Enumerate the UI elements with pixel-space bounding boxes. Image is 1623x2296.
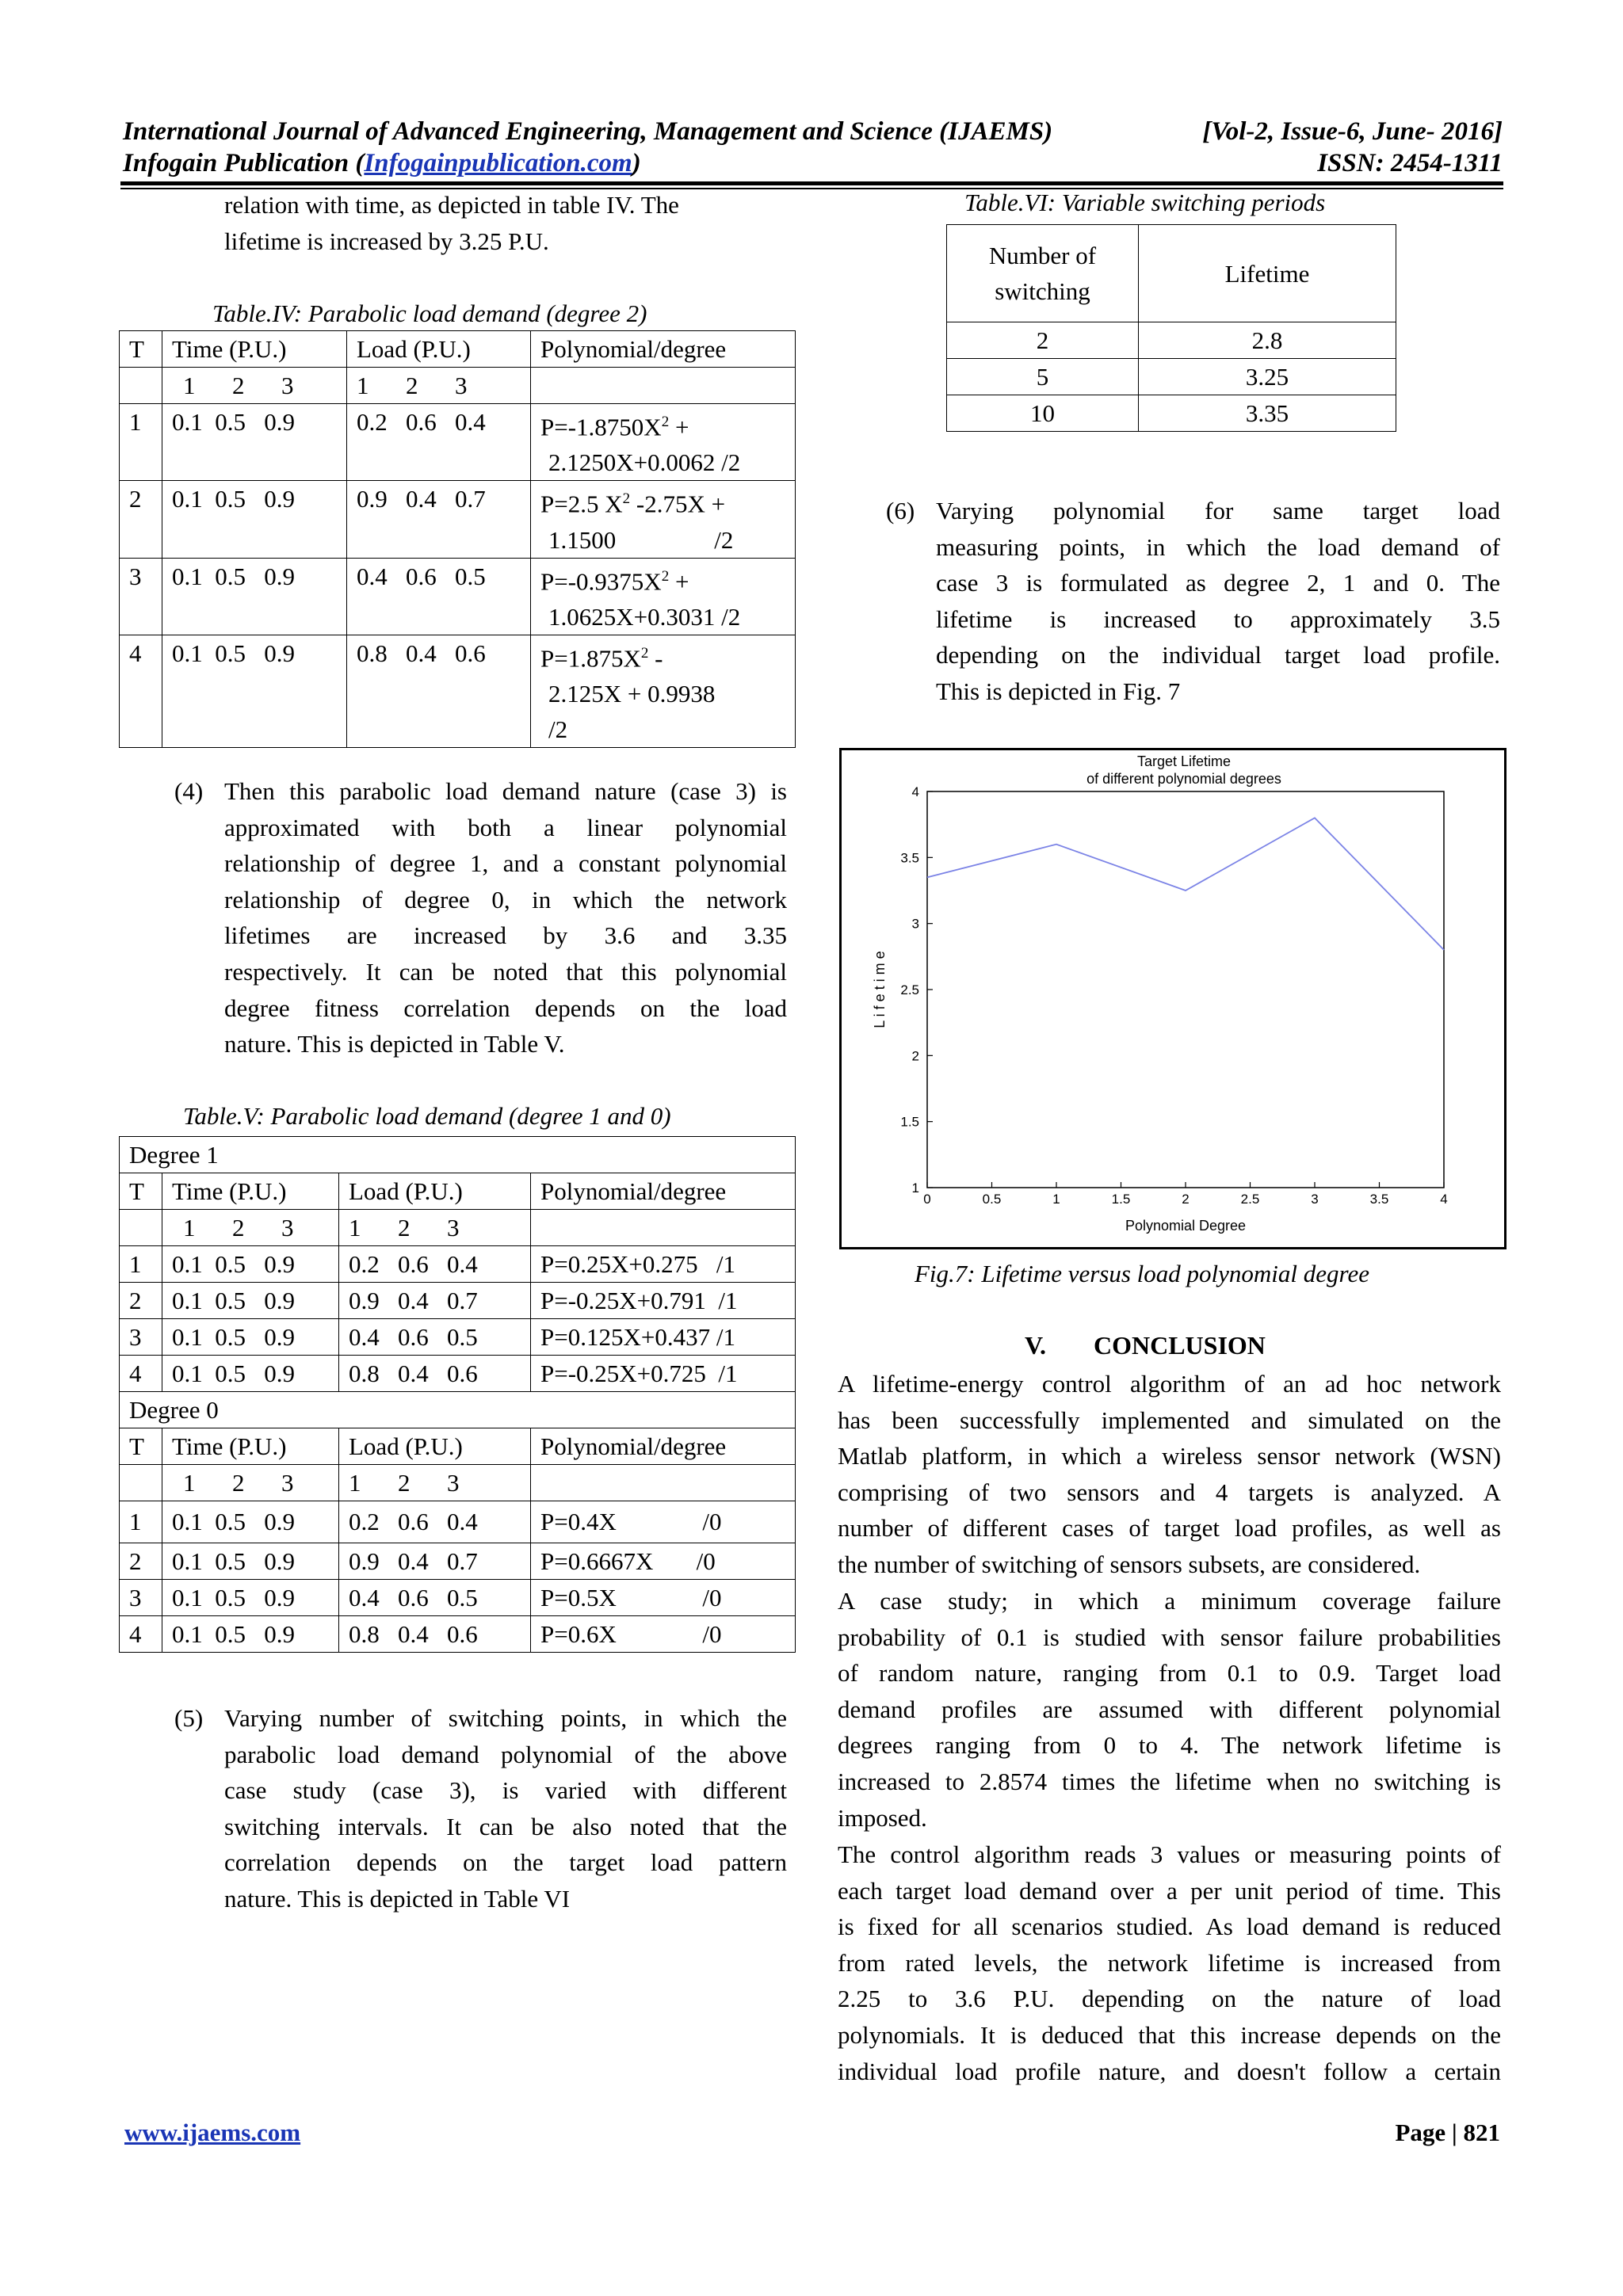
subheader-load: 1 2 3 — [339, 1210, 531, 1246]
item5-number: (5) — [174, 1704, 204, 1732]
lifetime-chart — [842, 750, 1504, 1247]
cell-load: 0.8 0.4 0.6 — [339, 1356, 531, 1392]
series-line — [927, 818, 1444, 950]
poly-a2: -2.75X + — [630, 490, 726, 518]
text-line: 2.25 to 3.6 P.U. depending on the nature of load — [838, 1985, 1501, 2013]
table-row — [947, 322, 1396, 359]
y-tick-label: 3.5 — [900, 850, 919, 866]
cell-t: 1 — [120, 1246, 162, 1283]
x-axis-label: Polynomial Degree — [1125, 1218, 1247, 1234]
text-line: Matlab platform, in which a wireless sensor network (WSN) — [838, 1442, 1501, 1470]
text-line: the number of switching of sensors subsets, are considered. — [838, 1550, 1421, 1578]
empty-cell — [120, 368, 162, 404]
cell-time: 0.1 0.5 0.9 — [162, 1501, 339, 1543]
header-time: Time (P.U.) — [162, 1428, 339, 1465]
poly-a: P=-0.9375X — [540, 566, 662, 595]
cell-poly: P=0.5X /0 — [531, 1580, 796, 1616]
publisher-prefix: Infogain Publication ( — [123, 149, 365, 177]
cell-load: 0.2 0.6 0.4 — [339, 1246, 531, 1283]
cell-poly: P=0.6667X /0 — [531, 1543, 796, 1580]
table-row — [120, 558, 796, 635]
text-line: comprising of two sensors and 4 targets is analyzed. A — [838, 1478, 1501, 1506]
text-line: has been successfully implemented and simulated on the — [838, 1405, 1501, 1434]
chart-subtitle: of different polynomial degrees — [1086, 771, 1281, 787]
page-number: Page | 821 — [1395, 2119, 1500, 2146]
cell-poly: P=0.25X+0.275 /1 — [531, 1246, 796, 1283]
intro-line: lifetime is increased by 3.25 P.U. — [224, 227, 549, 255]
header-poly: Polynomial/degree — [531, 1428, 796, 1465]
y-tick-label: 1.5 — [900, 1114, 919, 1130]
poly-exp: 2 — [661, 414, 670, 430]
x-tick-label: 1.5 — [1111, 1192, 1131, 1207]
header-line: switching — [995, 277, 1090, 305]
item4-number: (4) — [174, 777, 204, 805]
cell-load: 0.2 0.6 0.4 — [339, 1501, 531, 1543]
conclusion-paragraph-3 — [838, 1836, 1501, 2089]
table-row — [947, 395, 1396, 432]
cell-poly: P=0.4X /0 — [531, 1501, 796, 1543]
text-line: relationship of degree 0, in which the network — [224, 885, 787, 913]
poly-a2: + — [669, 566, 689, 595]
poly-exp: 2 — [640, 644, 649, 662]
cell-load: 0.9 0.4 0.7 — [339, 1283, 531, 1319]
text-line: lifetime is increased to approximately 3.5 — [936, 605, 1500, 633]
text-line: parabolic load demand polynomial of the above — [224, 1740, 787, 1768]
item6-number: (6) — [886, 497, 915, 524]
text-line: A case study; in which a minimum coverage failure — [838, 1587, 1501, 1615]
item6-paragraph — [936, 493, 1500, 710]
text-line: degrees ranging from 0 to 4. The network lifetime is — [838, 1731, 1501, 1760]
table-subheader-row — [120, 368, 796, 404]
conclusion-paragraph-1 — [838, 1366, 1501, 1583]
text-line: switching intervals. It can be also noted that the — [224, 1812, 787, 1840]
cell-poly — [531, 558, 796, 635]
text-line: degree fitness correlation depends on the load — [224, 994, 787, 1022]
cell-t: 3 — [120, 558, 162, 635]
x-tick-label: 0.5 — [982, 1192, 1002, 1207]
chart-title: Target Lifetime — [1136, 753, 1232, 769]
empty-cell — [120, 1210, 162, 1246]
cell-t: 4 — [120, 1616, 162, 1653]
table6 — [946, 224, 1396, 432]
cell-lifetime: 2.8 — [1139, 322, 1396, 359]
text-line: is fixed for all scenarios studied. As load demand is reduced — [838, 1913, 1501, 1941]
table-row — [120, 635, 796, 747]
text-line: demand profiles are assumed with different polynomial — [838, 1695, 1501, 1723]
cell-poly: P=-0.25X+0.725 /1 — [531, 1356, 796, 1392]
cell-t: 1 — [120, 1501, 162, 1543]
text-line: lifetimes are increased by 3.6 and 3.35 — [224, 921, 787, 950]
text-line: individual load profile nature, and doesn't follow a certain — [838, 2057, 1501, 2085]
text-line: The control algorithm reads 3 values or measuring points of — [838, 1840, 1501, 1868]
text-line: A lifetime-energy control algorithm of an ad hoc network — [838, 1370, 1501, 1398]
table-row — [120, 1356, 796, 1392]
y-tick-label: 2 — [911, 1048, 919, 1064]
cell-poly: P=-0.25X+0.791 /1 — [531, 1283, 796, 1319]
cell-load: 0.8 0.4 0.6 — [347, 635, 531, 747]
cell-load: 0.4 0.6 0.5 — [339, 1319, 531, 1356]
header-line: Number of — [988, 242, 1097, 269]
publisher-suffix: ) — [632, 149, 641, 177]
text-line: Then this parabolic load demand nature (case 3) is — [224, 777, 787, 805]
poly-exp: 2 — [622, 490, 631, 508]
figure-7-caption: Fig.7: Lifetime versus load polynomial degree — [915, 1260, 1369, 1287]
section-heading — [1025, 1331, 1266, 1360]
x-tick-label: 2 — [1182, 1192, 1190, 1207]
poly-exp: 2 — [661, 567, 670, 585]
table-row — [120, 481, 796, 558]
table-header-row — [120, 1173, 796, 1210]
cell-t: 3 — [120, 1319, 162, 1356]
degree1-label: Degree 1 — [120, 1137, 796, 1173]
cell-time: 0.1 0.5 0.9 — [162, 558, 347, 635]
cell-t: 4 — [120, 635, 162, 747]
x-tick-label: 0 — [923, 1192, 931, 1207]
text-line: case 3 is formulated as degree 2, 1 and 0. The — [936, 569, 1500, 597]
cell-lifetime: 3.25 — [1139, 359, 1396, 395]
cell-load: 0.2 0.6 0.4 — [347, 404, 531, 481]
table-header-row — [120, 331, 796, 368]
empty-cell — [531, 368, 796, 404]
text-line: depending on the individual target load profile. — [936, 641, 1500, 669]
y-ticks — [900, 784, 933, 1196]
table-subheader-row — [120, 1465, 796, 1501]
plot-area — [927, 791, 1444, 1188]
x-tick-label: 4 — [1440, 1192, 1448, 1207]
header-time: Time (P.U.) — [162, 1173, 339, 1210]
degree0-label: Degree 0 — [120, 1392, 796, 1428]
y-tick-label: 2.5 — [900, 982, 919, 997]
section-number: V. — [1025, 1331, 1046, 1360]
table-row — [120, 1283, 796, 1319]
empty-cell — [531, 1210, 796, 1246]
table-row — [120, 1543, 796, 1580]
publisher-link[interactable]: Infogainpublication.com — [364, 149, 632, 177]
cell-time: 0.1 0.5 0.9 — [162, 1356, 339, 1392]
text-line: relationship of degree 1, and a constant polynomial — [224, 849, 787, 878]
subheader-time: 1 2 3 — [162, 1210, 339, 1246]
poly-a: P=1.875X — [540, 644, 641, 673]
header-t: T — [120, 1173, 162, 1210]
table5 — [119, 1136, 796, 1653]
text-line: This is depicted in Fig. 7 — [936, 677, 1181, 705]
journal-title: International Journal of Advanced Engineering, Management and Science (IJAEMS) — [123, 117, 1053, 146]
poly-a2: - — [648, 644, 663, 673]
table5-caption: Table.V: Parabolic load demand (degree 1 and 0) — [183, 1102, 671, 1130]
header-lifetime: Lifetime — [1139, 225, 1396, 322]
cell-time: 0.1 0.5 0.9 — [162, 1283, 339, 1319]
poly-b: 1.0625X+0.3031 /2 — [548, 602, 741, 631]
cell-time: 0.1 0.5 0.9 — [162, 1580, 339, 1616]
header-poly: Polynomial/degree — [531, 1173, 796, 1210]
text-line: of random nature, ranging from 0.1 to 0.9. Target load — [838, 1659, 1501, 1688]
table4 — [119, 330, 796, 748]
header-load: Load (P.U.) — [347, 331, 531, 368]
cell-poly: P=0.6X /0 — [531, 1616, 796, 1653]
cell-poly — [531, 404, 796, 481]
text-line: from rated levels, the network lifetime is increased from — [838, 1948, 1501, 1977]
text-line: polynomials. It is deduced that this increase depends on the — [838, 2020, 1501, 2049]
header-rule-thick — [120, 181, 1503, 185]
table-header-row — [120, 1428, 796, 1465]
header-time: Time (P.U.) — [162, 331, 347, 368]
intro-paragraph — [224, 187, 795, 259]
intro-line: relation with time, as depicted in table IV. The — [224, 191, 679, 219]
cell-t: 2 — [120, 1283, 162, 1319]
journal-url-link[interactable]: www.ijaems.com — [124, 2119, 301, 2146]
header-load: Load (P.U.) — [339, 1428, 531, 1465]
cell-switching: 2 — [947, 322, 1139, 359]
cell-load: 0.9 0.4 0.7 — [347, 481, 531, 558]
publisher-line — [123, 147, 641, 179]
cell-time: 0.1 0.5 0.9 — [162, 1319, 339, 1356]
header-load: Load (P.U.) — [339, 1173, 531, 1210]
subheader-load: 1 2 3 — [347, 368, 531, 404]
text-line: probability of 0.1 is studied with sensor failure probabilities — [838, 1623, 1501, 1651]
cell-load: 0.4 0.6 0.5 — [347, 558, 531, 635]
table-row — [120, 1501, 796, 1543]
cell-time: 0.1 0.5 0.9 — [162, 1246, 339, 1283]
text-line: increased to 2.8574 times the lifetime when no switching is — [838, 1767, 1501, 1795]
text-line: imposed. — [838, 1803, 927, 1832]
cell-load: 0.4 0.6 0.5 — [339, 1580, 531, 1616]
footer-url — [124, 2119, 300, 2147]
table-subheader-row — [120, 1210, 796, 1246]
cell-time: 0.1 0.5 0.9 — [162, 635, 347, 747]
empty-cell — [120, 1465, 162, 1501]
y-tick-label: 1 — [911, 1180, 919, 1196]
cell-time: 0.1 0.5 0.9 — [162, 1543, 339, 1580]
table4-caption: Table.IV: Parabolic load demand (degree 2) — [212, 299, 647, 327]
cell-t: 3 — [120, 1580, 162, 1616]
cell-time: 0.1 0.5 0.9 — [162, 1616, 339, 1653]
cell-t: 4 — [120, 1356, 162, 1392]
table-row — [120, 404, 796, 481]
table-row — [120, 1319, 796, 1356]
cell-t: 1 — [120, 404, 162, 481]
cell-lifetime: 3.35 — [1139, 395, 1396, 432]
text-line: number of different cases of target load profiles, as well as — [838, 1514, 1501, 1543]
header-t: T — [120, 331, 162, 368]
x-tick-label: 2.5 — [1240, 1192, 1260, 1207]
text-line: respectively. It can be noted that this polynomial — [224, 957, 787, 986]
poly-b: 2.125X + 0.9938 — [548, 680, 716, 708]
subheader-time: 1 2 3 — [162, 368, 347, 404]
cell-poly — [531, 481, 796, 558]
figure-7-frame — [839, 748, 1507, 1249]
cell-poly — [531, 635, 796, 747]
table-header-row — [947, 225, 1396, 322]
table-row — [947, 359, 1396, 395]
cell-t: 2 — [120, 481, 162, 558]
text-line: measuring points, in which the load demand of — [936, 532, 1500, 561]
x-tick-label: 3.5 — [1369, 1192, 1389, 1207]
conclusion-paragraph-2 — [838, 1583, 1501, 1836]
text-line: case study (case 3), is varied with different — [224, 1776, 787, 1805]
header-poly: Polynomial/degree — [531, 331, 796, 368]
text-line: Varying number of switching points, in which the — [224, 1704, 787, 1732]
degree1-row — [120, 1137, 796, 1173]
x-tick-label: 1 — [1052, 1192, 1060, 1207]
y-tick-label: 3 — [911, 916, 919, 932]
poly-b: 2.1250X+0.0062 /2 — [548, 448, 741, 477]
table-row — [120, 1580, 796, 1616]
x-tick-label: 3 — [1311, 1192, 1319, 1207]
cell-switching: 10 — [947, 395, 1139, 432]
item5-paragraph — [224, 1700, 787, 1917]
poly-c: /2 — [548, 715, 568, 744]
item4-paragraph — [224, 773, 787, 1062]
poly-a2: + — [669, 413, 689, 441]
text-line: approximated with both a linear polynomial — [224, 813, 787, 841]
cell-time: 0.1 0.5 0.9 — [162, 404, 347, 481]
cell-load: 0.8 0.4 0.6 — [339, 1616, 531, 1653]
text-line: correlation depends on the target load pattern — [224, 1848, 787, 1877]
cell-time: 0.1 0.5 0.9 — [162, 481, 347, 558]
x-ticks — [923, 1182, 1447, 1207]
cell-switching: 5 — [947, 359, 1139, 395]
y-tick-label: 4 — [911, 784, 919, 799]
text-line: nature. This is depicted in Table V. — [224, 1030, 565, 1058]
cell-t: 2 — [120, 1543, 162, 1580]
volume-info: [Vol-2, Issue-6, June- 2016] — [1202, 117, 1503, 146]
section-title: CONCLUSION — [1093, 1331, 1266, 1360]
text-line: each target load demand over a per unit period of time. This — [838, 1876, 1501, 1905]
empty-cell — [531, 1465, 796, 1501]
table-row — [120, 1616, 796, 1653]
cell-poly: P=0.125X+0.437 /1 — [531, 1319, 796, 1356]
degree0-row — [120, 1392, 796, 1428]
table-row — [120, 1246, 796, 1283]
subheader-load: 1 2 3 — [339, 1465, 531, 1501]
cell-load: 0.9 0.4 0.7 — [339, 1543, 531, 1580]
header-t: T — [120, 1428, 162, 1465]
issn: ISSN: 2454-1311 — [1317, 149, 1503, 177]
poly-b: 1.1500 /2 — [548, 525, 734, 554]
text-line: Varying polynomial for same target load — [936, 497, 1500, 524]
text-line: nature. This is depicted in Table VI — [224, 1884, 571, 1913]
y-axis-label: L i f e t i m e — [872, 951, 888, 1028]
poly-a: P=-1.8750X — [540, 413, 662, 441]
subheader-time: 1 2 3 — [162, 1465, 339, 1501]
header-number-of-switching — [947, 225, 1139, 322]
poly-a: P=2.5 X — [540, 490, 623, 518]
table6-caption: Table.VI: Variable switching periods — [964, 189, 1326, 216]
